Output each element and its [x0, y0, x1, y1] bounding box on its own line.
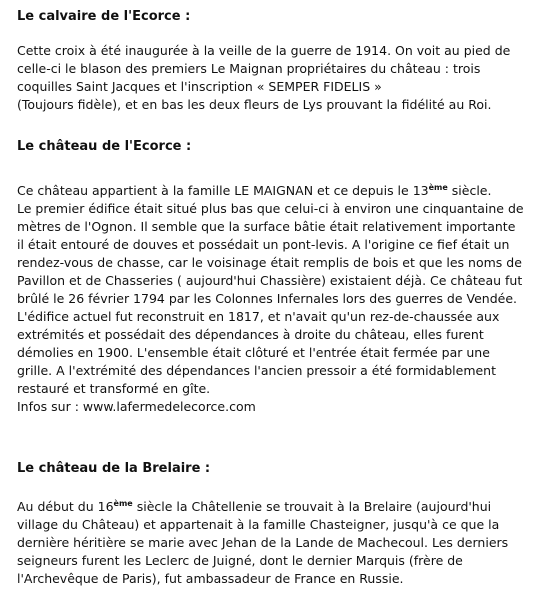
text-line-first	[17, 182, 524, 200]
section-body-chateau-ecorce	[17, 182, 524, 416]
text-line: il était entouré de douves et possédait un pont-levis. A l'origine ce fief était un	[17, 237, 510, 252]
text-line: Pavillon et de Chasseries ( aujourd'hui Chassière) existaient déjà. Ce château fut	[17, 273, 523, 288]
text-line: mètres de l'Ognon. Il semble que la surface bâtie était relativement importante	[17, 219, 516, 234]
section-heading-chateau-ecorce: Le château de l'Ecorce :	[17, 139, 192, 154]
text-line: l'Archevêque de Paris), fut ambassadeur de France en Russie.	[17, 571, 404, 586]
text-line: seigneurs furent les Leclerc de Juigné, dont le dernier Marquis (frère de	[17, 553, 463, 568]
text-line-first	[17, 498, 508, 516]
text-line: village du Château) et appartenait à la famille Chasteigner, jusqu'à ce que la	[17, 517, 500, 532]
text-line: L'édifice actuel fut reconstruit en 1817, et n'avait qu'un rez-de-chaussée aux	[17, 309, 500, 324]
text-line: restauré et transformé en gîte.	[17, 381, 211, 396]
text-fragment: siècle la Châtellenie se trouvait à la Brelaire (aujourd'hui	[132, 499, 492, 514]
text-line: celle-ci le blason des premiers Le Maignan propriétaires du château : trois	[17, 61, 481, 76]
text-line: rendez-vous de chasse, car le voisinage était remplis de bois et que les noms de	[17, 255, 522, 270]
text-line: extrémités et possédait des dépendances à droite du château, elles furent	[17, 327, 484, 342]
text-line: Cette croix à été inaugurée à la veille de la guerre de 1914. On voit au pied de	[17, 43, 511, 58]
text-line: Le premier édifice était situé plus bas que celui-ci à environ une cinquantaine de	[17, 201, 524, 216]
text-line: grille. A l'extrémité des dépendances l'ancien pressoir a été formidablement	[17, 363, 497, 378]
text-line: brûlé le 26 février 1794 par les Colonnes Infernales lors des guerres de Vendée.	[17, 291, 518, 306]
text-line: (Toujours fidèle), et en bas les deux fleurs de Lys prouvant la fidélité au Roi.	[17, 97, 492, 112]
section-body-chateau-brelaire	[17, 498, 508, 588]
text-line: coquilles Saint Jacques et l'inscription « SEMPER FIDELIS »	[17, 79, 382, 94]
text-fragment: siècle.	[447, 183, 492, 198]
website-info-line: Infos sur : www.lafermedelecorce.com	[17, 399, 256, 414]
superscript: ème	[428, 183, 448, 192]
section-heading-calvaire: Le calvaire de l'Ecorce :	[17, 9, 191, 24]
text-line: dernière héritière se marie avec Jehan de la Lande de Machecoul. Les derniers	[17, 535, 509, 550]
section-heading-chateau-brelaire: Le château de la Brelaire :	[17, 461, 211, 476]
superscript: ème	[113, 499, 133, 508]
text-fragment: Au début du 16	[17, 499, 114, 514]
text-fragment: Ce château appartient à la famille LE MAIGNAN et ce depuis le 13	[17, 183, 429, 198]
section-body-calvaire	[17, 42, 510, 114]
text-line: démolies en 1900. L'ensemble était clôturé et l'entrée était fermée par une	[17, 345, 490, 360]
